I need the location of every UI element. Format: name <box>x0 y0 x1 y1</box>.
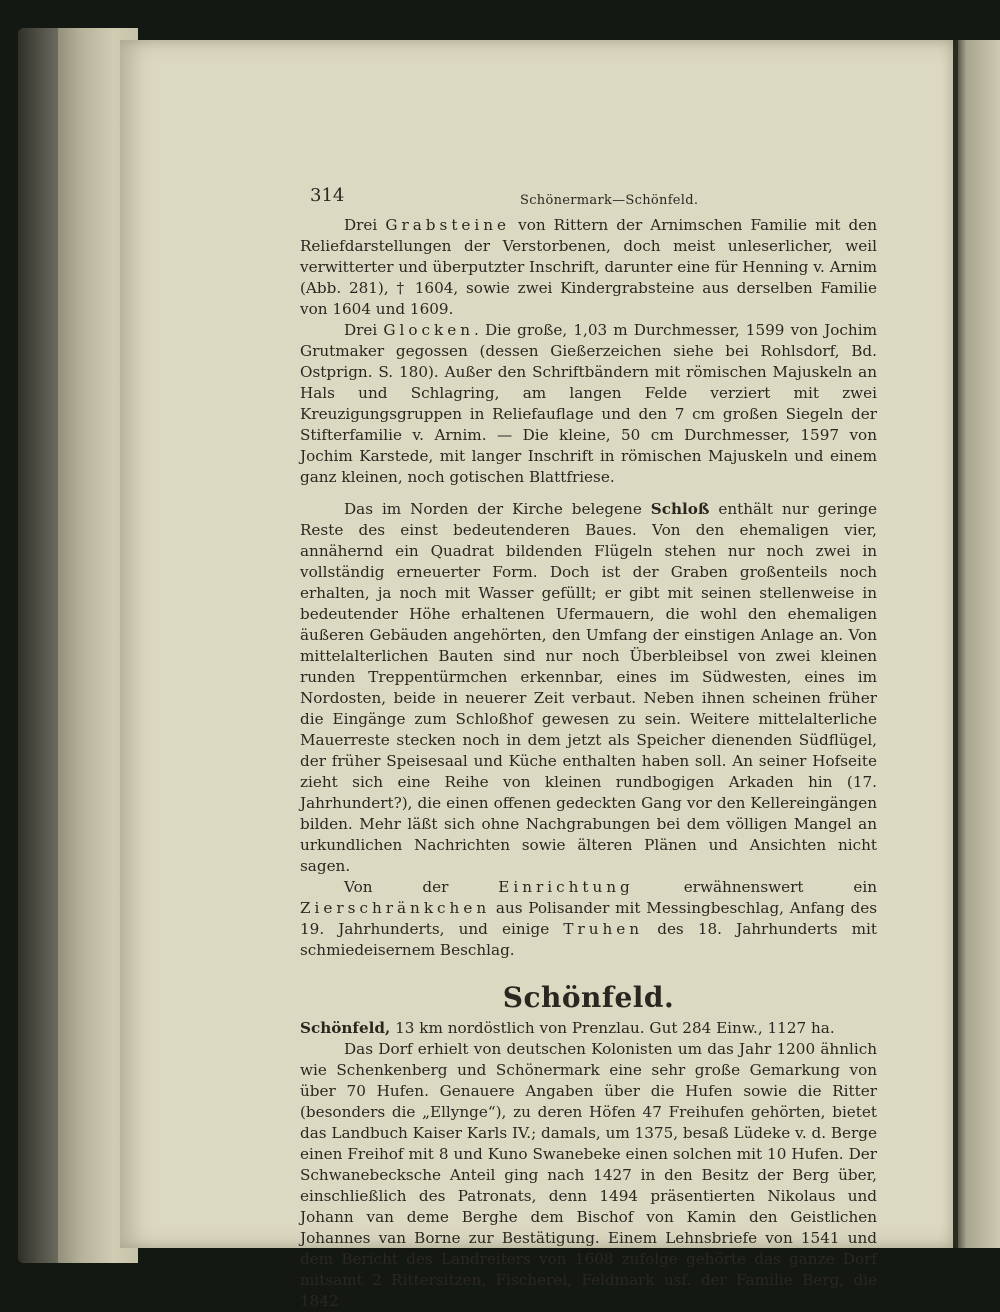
paragraph-text: erwähnenswert ein <box>633 878 877 896</box>
paragraph-text: Drei <box>344 321 384 339</box>
spaced-term: Zierschränkchen <box>300 899 491 917</box>
paragraph-text: aus Polisander mit Messingbeschlag, Anfang des 19. Jahrhunderts, und einige <box>300 899 877 938</box>
bold-term: Schloß <box>650 500 710 518</box>
paragraph-text: Das im Norden der Kirche belegene <box>344 500 651 518</box>
paragraph-location <box>300 1018 877 1039</box>
paragraph-text: Von der <box>344 878 499 896</box>
page-text <box>300 185 877 1312</box>
paragraph-history: Das Dorf erhielt von deutschen Kolonisten um das Jahr 1200 ähnlich wie Schenkenberg und Schönermark eine sehr große Gemarkung von über 70 Hufen. Genauere Angaben über die Hufen sowie die Ritter (besonders die „Ellynge“), zu deren Höfen 47 Freihufen gehörten, bietet das Landbuch Kaiser Karls IV.; damals, um 1375, besaß Lüdeke v. d. Berge einen Freihof mit 8 und Kuno Swanebeke einen solchen mit 10 Hufen. Der Schwanebecksche Anteil ging nach 1427 in den Besitz der Berg über, einschließlich des Patronats, denn 1494 präsentierten Nikolaus und Johann van deme Berghe dem Bischof von Kamin den Geistlichen Johannes van Borne zur Bestätigung. Einem Lehnsbriefe von 1541 und dem Bericht des Landreiters von 1608 zufolge gehörte das ganze Dorf mitsamt 2 Rittersitzen, Fischerei, Feldmark usf. der Familie Berg, die 1842 <box>300 1040 877 1310</box>
spaced-term: Einrichtung <box>498 878 634 896</box>
paragraph-furnishings <box>300 877 877 961</box>
paragraph-text: enthält nur geringe Reste des einst bedeutenderen Baues. Von den ehemaligen vier, annähernd ein Quadrat bildenden Flügeln stehen nur noch zwei in vollständig erneuerter Form. Doch ist der Graben großenteils noch erhalten, ja noch mit Wasser gefüllt; er gibt mit seinen stellenweise in bedeutender Höhe erhaltenen Ufermauern, die wohl den ehemaligen äußeren Gebäuden angehörten, den Umfang der einstigen Anlage an. Von mittelalterlichen Bauten sind nur noch Überbleibsel von zwei kleinen runden Treppentürmchen erkennbar, eines im Südwesten, eines im Nordosten, beide in neuerer Zeit verbaut. Neben ihnen scheinen früher die Eingänge zum Schloßhof gewesen zu sein. Weitere mittelalterliche Mauerreste stecken noch in dem jetzt als Speicher dienenden Südflügel, der früher Speisesaal und Küche enthalten haben soll. An seiner Hofseite zieht sich eine Reihe von kleinen rundbogigen Arkaden hin (17. Jahrhundert?), die einen offenen gedeckten Gang vor den Kellereingängen bilden. Mehr läßt sich ohne Nachgrabungen bei dem völligen Mangel an urkundlichen Nachrichten sowie älteren Plänen und Ansichten nicht sagen. <box>300 500 878 875</box>
paragraph-text: . Die große, 1,03 m Durchmesser, 1599 von Jochim Grutmaker gegossen (dessen Gießerzeichen siehe bei Rohlsdorf, Bd. Ostprign. S. 180). Außer den Schriftbändern mit römischen Majuskeln an Hals und Schlagring, am langen Felde verziert mit zwei Kreuzigungsgruppen in Reliefauflage und den 7 cm großen Siegeln der Stifterfamilie v. Arnim. — Die kleine, 50 cm Durchmesser, 1597 von Jochim Karstede, mit langer Inschrift in römischen Majuskeln und einem ganz kleinen, noch gotischen Blattfriese. <box>300 321 877 486</box>
bold-term: Schönfeld, <box>300 1019 391 1037</box>
spaced-term: Glocken <box>383 321 475 339</box>
running-head: Schönermark—Schönfeld. <box>520 193 699 208</box>
paragraph-text: Drei <box>344 216 386 234</box>
paragraph-text: des 18. Jahrhunderts mit schmiedeisernem Beschlag. <box>300 920 877 959</box>
paragraph-gravestones <box>300 215 877 320</box>
paragraph-text: von Rittern der Arnimschen Familie mit den Reliefdarstellungen der Verstorbenen, doch meist unleserlicher, weil verwitterter und überputzter Inschrift, darunter eine für Henning v. Arnim (Abb. 281), † 1604, sowie zwei Kindergrabsteine aus derselben Familie von 1604 und 1609. <box>300 216 877 318</box>
spaced-term: Truhen <box>563 920 644 938</box>
book-cover <box>18 28 58 1263</box>
section-title: Schönfeld. <box>502 981 675 1014</box>
page-number: 314 <box>310 185 345 206</box>
paragraph-text: 13 km nordöstlich von Prenzlau. Gut 284 Einw., 1127 ha. <box>390 1019 835 1037</box>
paragraph-castle <box>300 499 877 877</box>
paragraph-bells <box>300 320 877 488</box>
spaced-term: Grabsteine <box>385 216 511 234</box>
page-header <box>300 185 877 215</box>
facing-page-edge <box>958 40 1000 1248</box>
